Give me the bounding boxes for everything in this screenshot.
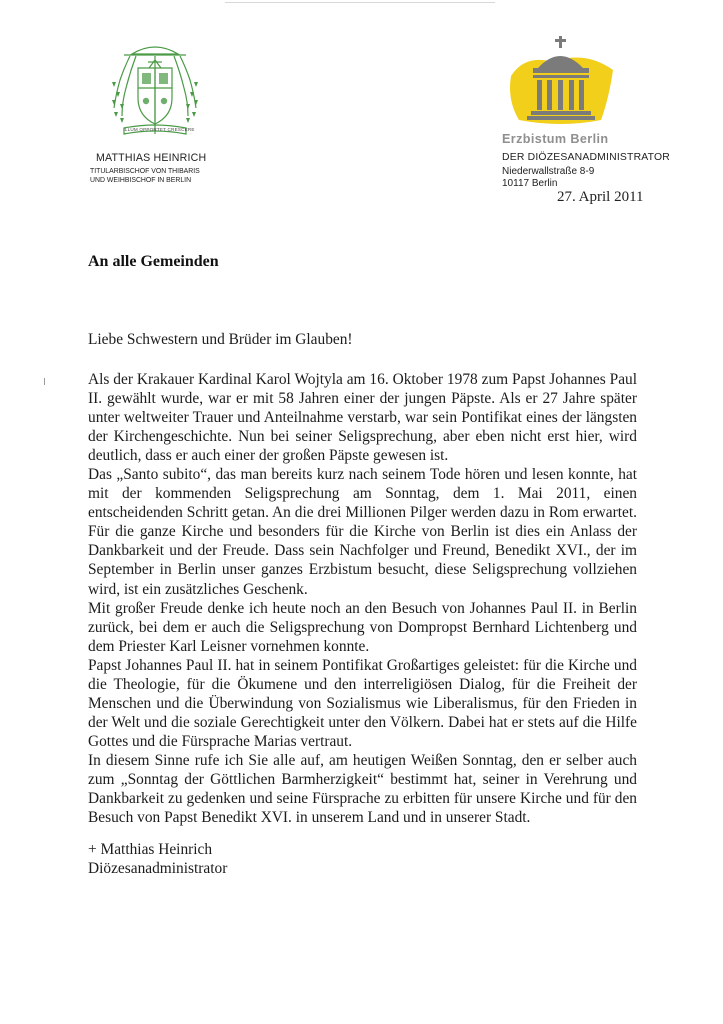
scan-edge-line <box>225 2 495 3</box>
coat-of-arms-motto: ILLUM OPPORTET CRESCERE <box>123 127 195 132</box>
address-street: Niederwallstraße 8-9 <box>502 166 595 177</box>
sender-title-line: TITULARBISCHOF VON THIBARIS <box>90 168 200 175</box>
letter-body <box>88 370 637 827</box>
sender-name: MATTHIAS HEINRICH <box>96 152 207 164</box>
office-title: DER DIÖZESANADMINISTRATOR <box>502 152 670 163</box>
recipient-heading: An alle Gemeinden <box>88 253 219 270</box>
paragraph: Mit großer Freude denke ich heute noch an den Besuch von Johannes Paul II. in Berlin zurück, bei dem er auch die Seligsprechung von Dompropst Bernhard Lichtenberg und dem Priester Karl Leisner vornehmen konnte. <box>88 599 637 655</box>
sender-title-line: UND WEIHBISCHOF IN BERLIN <box>90 177 192 185</box>
signature-role: Diözesanadministrator <box>88 860 228 877</box>
sender-title <box>90 167 230 186</box>
margin-mark <box>44 378 45 385</box>
coat-of-arms-icon <box>100 38 210 150</box>
paragraph: Das „Santo subito“, das man bereits kurz nach seinem Tode hören und lesen konnte, hat mit der kommenden Seligsprechung am Sonntag, dem 1. Mai 2011, einen entscheidenden Schritt getan. An die drei Millionen Pilger werden dazu in Rom erwartet. Für die ganze Kirche und besonders für die Kirche von Berlin ist dies ein Anlass der Dankbarkeit und der Freude. Dass sein Nachfolger und Freund, Benedikt XVI., der im September in Berlin unser ganzes Erzbistum besucht, diese Seligsprechung vollziehen wird, ist ein zusätzliches Geschenk. <box>88 466 637 598</box>
domed-church-logo-icon <box>505 36 617 126</box>
signature-name: + Matthias Heinrich <box>88 841 213 858</box>
paragraph: Papst Johannes Paul II. hat in seinem Pontifikat Großartiges geleistet: für die Kirche und die Theologie, für die Ökumene und den interreligiösen Dialog, für die Freiheit der Menschen und die Überwindung von Sozialismus wie Liberalismus, für den Frieden in der Welt und die soziale Gerechtigkeit unter den Völkern. Dabei hat er stets auf die Hilfe Gottes und die Fürsprache Marias vertraut. <box>88 656 637 750</box>
letter-date: 27. April 2011 <box>557 189 644 205</box>
greeting: Liebe Schwestern und Brüder im Glauben! <box>88 331 353 348</box>
diocese-name: Erzbistum Berlin <box>502 132 609 146</box>
address-city: 10117 Berlin <box>502 178 558 189</box>
paragraph: Als der Krakauer Kardinal Karol Wojtyla am 16. Oktober 1978 zum Papst Johannes Paul II. gewählt wurde, war er mit 58 Jahren einer der jungen Päpste. Als er 27 Jahre später unter weltweiter Trauer und Anteilnahme verstarb, war sein Pontifikat eines der längsten der Kirchengeschichte. Nun bei seiner Seligsprechung, aber eben nicht erst hier, wird deutlich, dass er auch einer der großen Päpste gewesen ist. <box>88 371 637 465</box>
paragraph: In diesem Sinne rufe ich Sie alle auf, am heutigen Weißen Sonntag, den er selber auch zum „Sonntag der Göttlichen Barmherzigkeit“ bestimmt hat, seiner in Verehrung und Dankbarkeit zu gedenken und seine Fürsprache zu erbitten für unsere Kirche und für den Besuch von Papst Benedikt XVI. in unserem Land und in unserer Stadt. <box>88 751 637 827</box>
